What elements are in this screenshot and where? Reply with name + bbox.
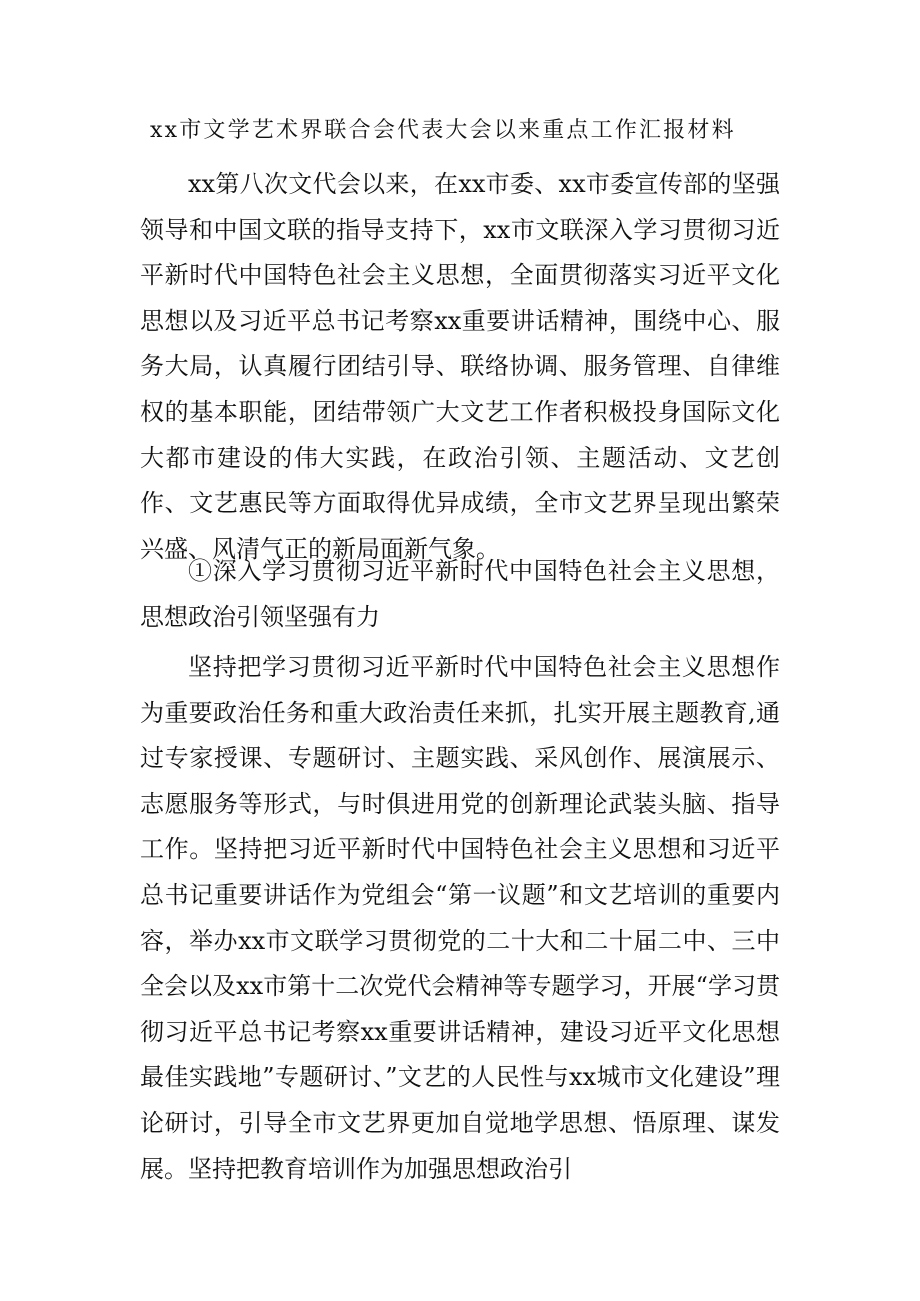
section-heading-1: ①深入学习贯彻习近平新时代中国特色社会主义思想，思想政治引领坚强有力	[140, 557, 780, 631]
paragraph-section-1-body: 坚持把学习贯彻习近平新时代中国特色社会主义思想作为重要政治任务和重大政治责任来抓，扎实开展主题教育,通过专家授课、专题研讨、主题实践、采风创作、展演展示、志愿服务等形式，与时俱进用党的创新理论武装头脑、指导工作。坚持把习近平新时代中国特色社会主义思想和习近平总书记重要讲话作为党组会“第一议题”和文艺培训的重要内容，举办xx市文联学习贯彻党的二十大和二十届二中、三中全会以及xx市第十二次党代会精神等专题学习，开展“学习贯彻习近平总书记考察xx重要讲话精神，建设习近平文化思想最佳实践地”专题研讨、”文艺的人民性与xx城市文化建设”理论研讨，引导全市文艺界更加自觉地学思想、悟原理、谋发展。坚持把教育培训作为加强思想政治引	[140, 653, 780, 1183]
paragraph-intro: xx第八次文代会以来，在xx市委、xx市委宣传部的坚强领导和中国文联的指导支持下，xx市文联深入学习贯彻习近平新时代中国特色社会主义思想，全面贯彻落实习近平文化思想以及习近平总书记考察xx重要讲话精神，围绕中心、服务大局，认真履行团结引导、联络协调、服务管理、自律维权的基本职能，团结带领广大文艺工作者积极投身国际文化大都市建设的伟大实践，在政治引领、主题活动、文艺创作、文艺惠民等方面取得优异成绩，全市文艺界呈现出繁荣兴盛、风清气正的新局面新气象。	[140, 170, 780, 563]
document-title: xx市文学艺术界联合会代表大会以来重点工作汇报材料	[150, 118, 736, 143]
